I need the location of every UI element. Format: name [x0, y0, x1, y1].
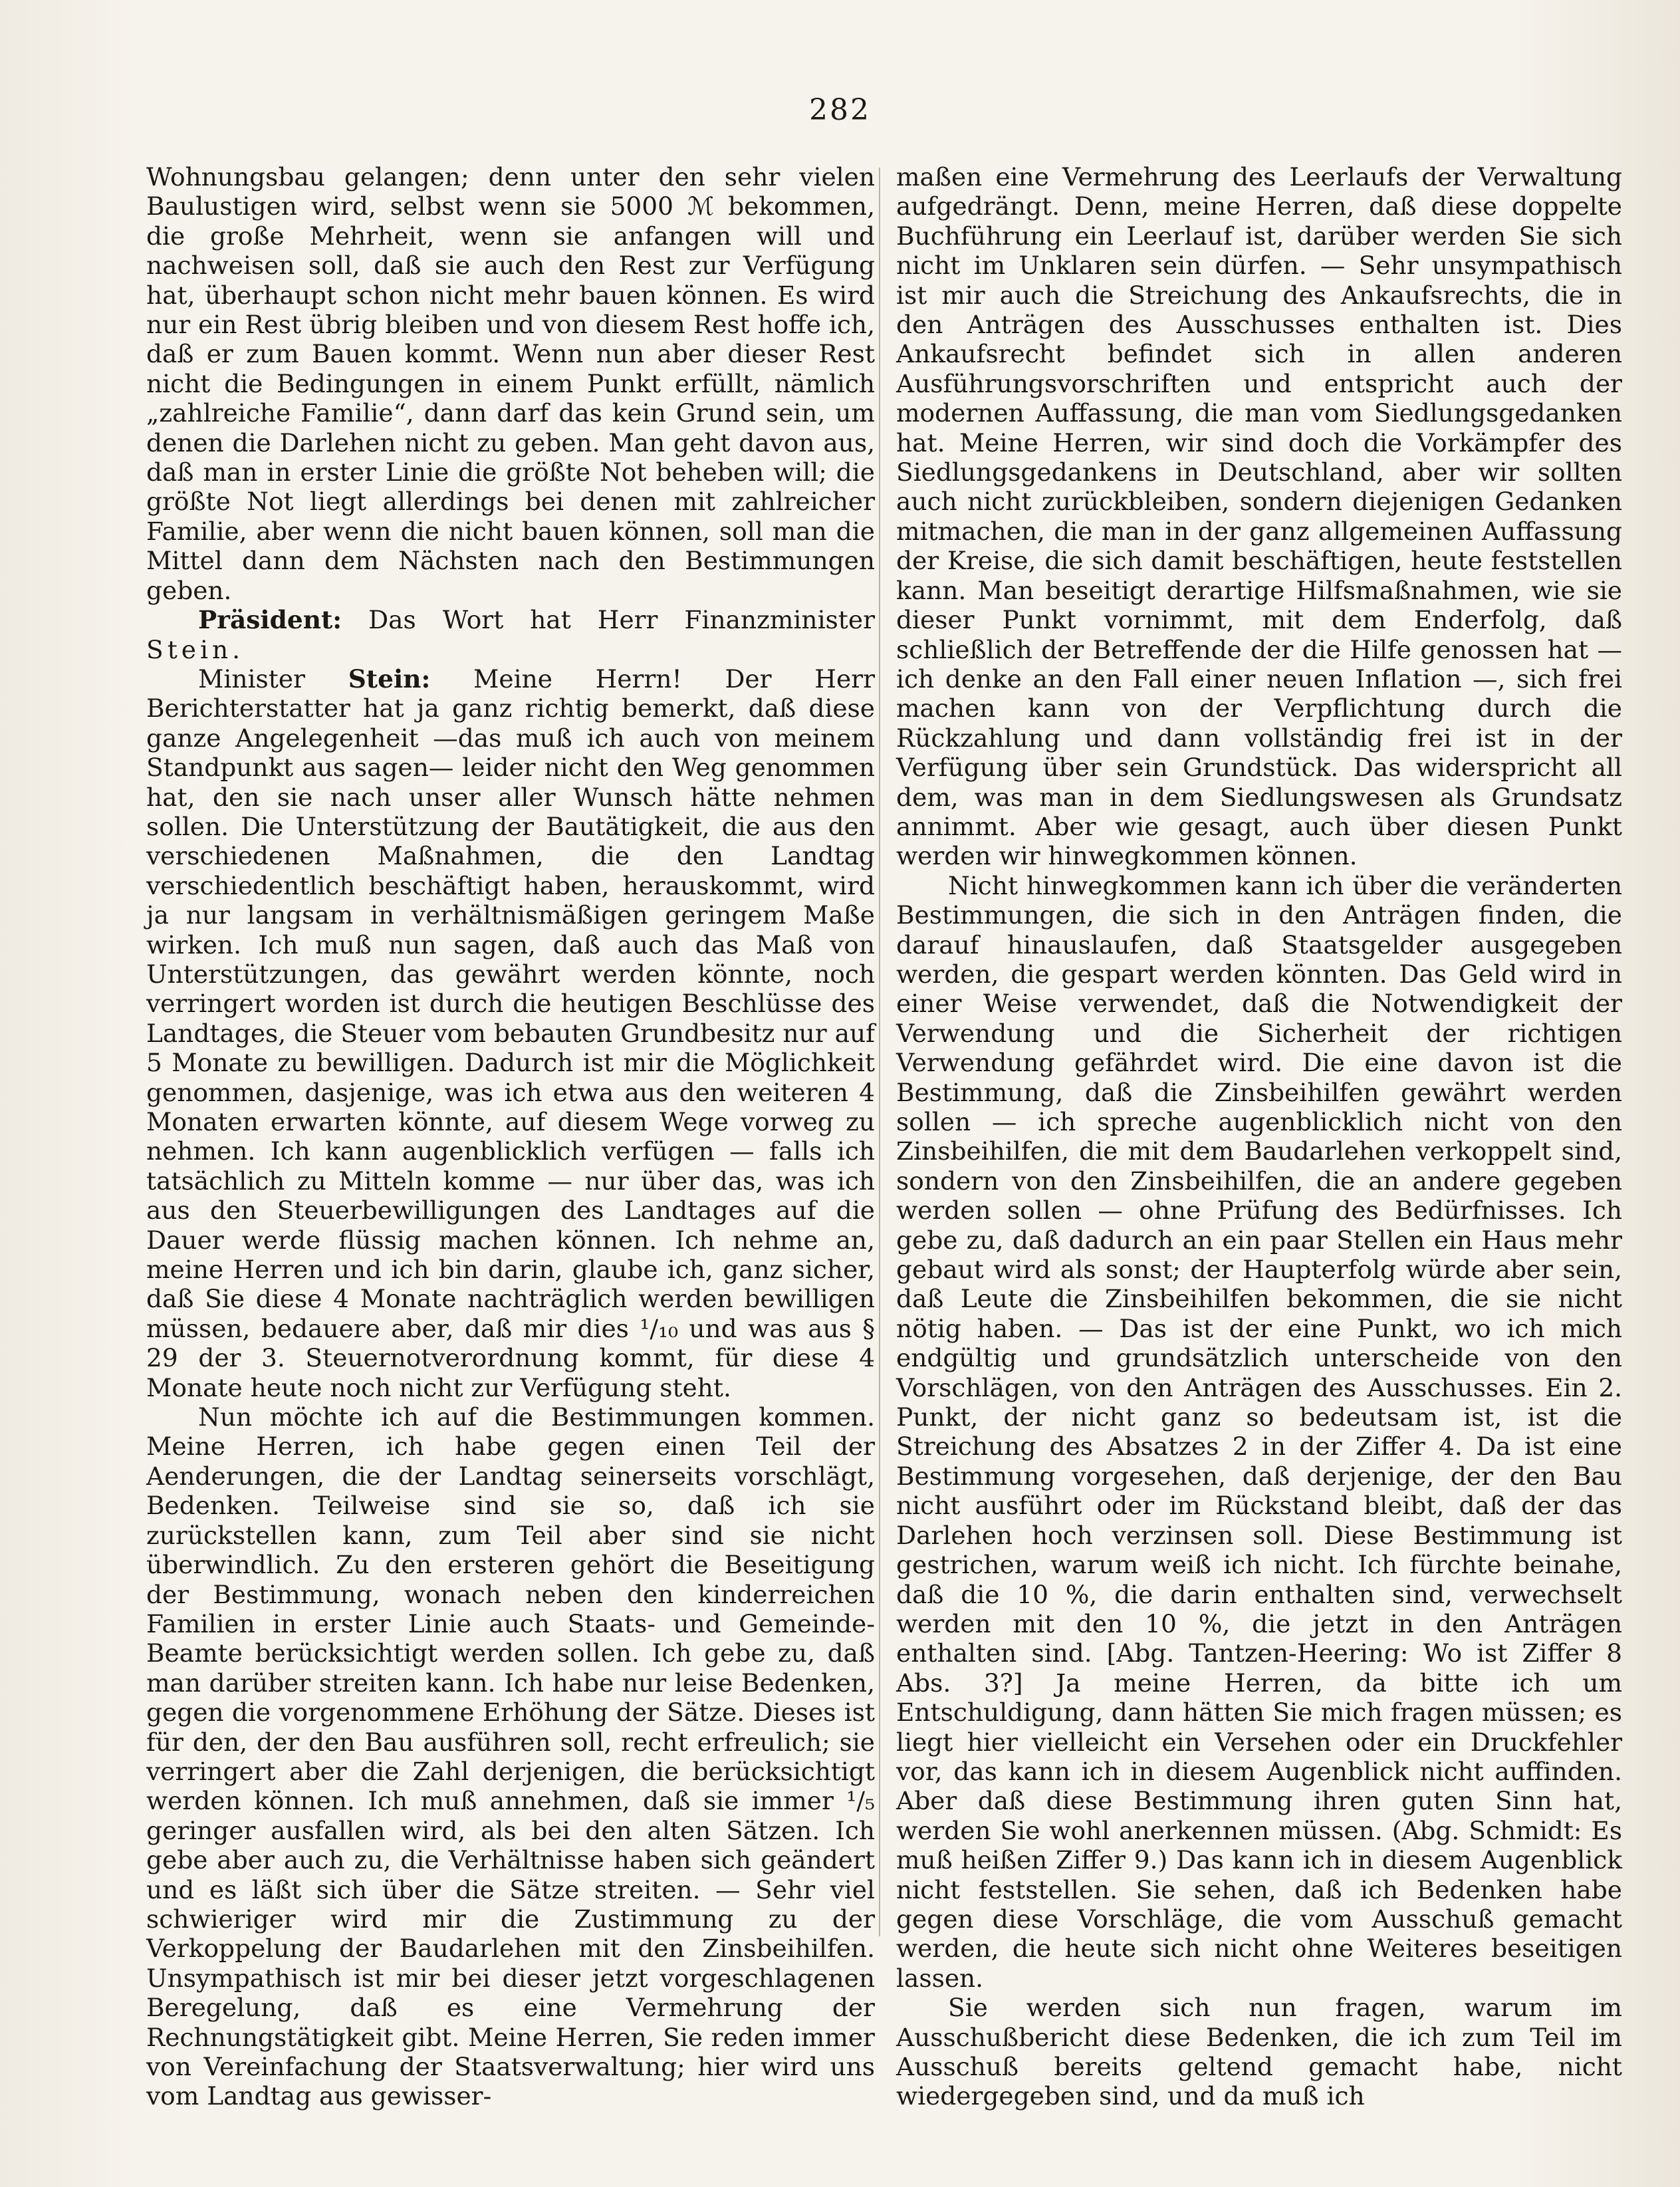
- paragraph: maßen eine Vermehrung des Leerlaufs der Verwaltung aufgedrängt. Denn, meine Herren, daß diese doppelte Buchführung ein Leerlauf ist, darüber werden Sie sich nicht im Unklaren sein dürfen. — Sehr unsympathisch ist mir auch die Streichung des Ankaufsrechts, die in den Anträgen des Ausschusses enthalten ist. Dies Ankaufsrecht befindet sich in allen anderen Ausführungsvorschriften und entspricht auch der modernen Auffassung, die man vom Siedlungsgedanken hat. Meine Herren, wir sind doch die Vorkämpfer des Siedlungsgedankens in Deutschland, aber wir sollten auch nicht zurückbleiben, sondern diejenigen Gedanken mitmachen, die man in der ganz allgemeinen Auffassung der Kreise, die sich damit beschäftigen, heute feststellen kann. Man beseitigt derartige Hilfsmaßnahmen, wie sie dieser Punkt vornimmt, mit dem Enderfolg, daß schließlich der Betreffende der die Hilfe genossen hat — ich denke an den Fall einer neuen Inflation —, sich frei machen kann von der Verpflichtung durch die Rückzahlung und dann vollständig frei ist in der Verfügung über sein Grundstück. Das widerspricht all dem, was man in dem Siedlungswesen als Grundsatz annimmt. Aber wie gesagt, auch über diesen Punkt werden wir hinwegkommen können.: [896, 162, 1622, 871]
- paragraph: Wohnungsbau gelangen; denn unter den sehr vielen Baulustigen wird, selbst wenn sie 5000 ℳ bekommen, die große Mehrheit, wenn sie anfangen will und nachweisen soll, daß sie auch den Rest zur Verfügung hat, überhaupt schon nicht mehr bauen können. Es wird nur ein Rest übrig bleiben und von diesem Rest hoffe ich, daß er zum Bauen kommt. Wenn nun aber dieser Rest nicht die Bedingungen in einem Punkt erfüllt, nämlich „zahlreiche Familie“, dann darf das kein Grund sein, um denen die Darlehen nicht zu geben. Man geht davon aus, daß man in erster Linie die größte Not beheben will; die größte Not liegt allerdings bei denen mit zahlreicher Familie, aber wenn die nicht bauen können, soll man die Mittel dann dem Nächsten nach den Bestimmungen geben.: [146, 162, 875, 605]
- paragraph: Sie werden sich nun fragen, warum im Ausschußbericht diese Bedenken, die ich zum Teil im Ausschuß bereits geltend gemacht habe, nicht wiedergegeben sind, und da muß ich: [896, 1993, 1622, 2111]
- paragraph: Nun möchte ich auf die Bestimmungen kommen. Meine Herren, ich habe gegen einen Teil der Aenderungen, die der Landtag seinerseits vorschlägt, Bedenken. Teilweise sind sie so, daß ich sie zurückstellen kann, zum Teil aber sind sie nicht überwindlich. Zu den ersteren gehört die Beseitigung der Bestimmung, wonach neben den kinderreichen Familien in erster Linie auch Staats- und Gemeinde-Beamte berücksichtigt werden sollen. Ich gebe zu, daß man darüber streiten kann. Ich habe nur leise Bedenken, gegen die vorgenommene Erhöhung der Sätze. Dieses ist für den, der den Bau ausführen soll, recht erfreulich; sie verringert aber die Zahl derjenigen, die berücksichtigt werden können. Ich muß annehmen, daß sie immer ¹/₅ geringer ausfallen wird, als bei den alten Sätzen. Ich gebe aber auch zu, die Verhältnisse haben sich geändert und es läßt sich über die Sätze streiten. — Sehr viel schwieriger wird mir die Zustimmung zu der Verkoppelung der Baudarlehen mit den Zinsbeihilfen. Unsympathisch ist mir bei dieser jetzt vorgeschlagenen Beregelung, daß es eine Vermehrung der Rechnungstätigkeit gibt. Meine Herren, Sie reden immer von Vereinfachung der Staatsverwaltung; hier wird uns vom Landtag aus gewisser-: [146, 1402, 875, 2111]
- speaker-prefix: Minister: [198, 664, 348, 694]
- paragraph-minister: [146, 664, 875, 1402]
- right-column: [896, 162, 1622, 2111]
- paragraph: Nicht hinwegkommen kann ich über die veränderten Bestimmungen, die sich in den Anträgen finden, die darauf hinauslaufen, daß Staatsgelder ausgegeben werden, die gespart werden könnten. Das Geld wird in einer Weise verwendet, daß die Notwendigkeit der Verwendung und die Sicherheit der richtigen Verwendung gefährdet wird. Die eine davon ist die Bestimmung, daß die Zinsbeihilfen gewährt werden sollen — ich spreche augenblicklich nicht von den Zinsbeihilfen, die mit dem Baudarlehen verkoppelt sind, sondern von den Zinsbeihilfen, die an andere gegeben werden sollen — ohne Prüfung des Bedürfnisses. Ich gebe zu, daß dadurch an ein paar Stellen ein Haus mehr gebaut wird als sonst; der Haupterfolg würde aber sein, daß Leute die Zinsbeihilfen bekommen, die sie nicht nötig haben. — Das ist der eine Punkt, wo ich mich endgültig und grundsätzlich unterscheide von den Vorschlägen, von den Anträgen des Ausschusses. Ein 2. Punkt, der nicht ganz so bedeutsam ist, ist die Streichung des Absatzes 2 in der Ziffer 4. Da ist eine Bestimmung vorgesehen, daß derjenige, der den Bau nicht ausführt oder im Rückstand bleibt, daß der das Darlehen hoch verzinsen soll. Diese Bestimmung ist gestrichen, warum weiß ich nicht. Ich fürchte beinahe, daß die 10 %, die darin enthalten sind, verwechselt werden mit den 10 %, die jetzt in den Anträgen enthalten sind. [Abg. Tantzen-Heering: Wo ist Ziffer 8 Abs. 3?] Ja meine Herren, da bitte ich um Entschuldigung, dann hätten Sie mich fragen müssen; es liegt hier vielleicht ein Versehen oder ein Druckfehler vor, das kann ich in diesem Augenblick nicht auffinden. Aber daß diese Bestimmung ihren guten Sinn hat, werden Sie wohl anerkennen müssen. (Abg. Schmidt: Es muß heißen Ziffer 9.) Das kann ich in diesem Augenblick nicht feststellen. Sie sehen, daß ich Bedenken habe gegen diese Vorschläge, die vom Ausschuß gemacht werden, die heute sich nicht ohne Weiteres beseitigen lassen.: [896, 870, 1622, 1993]
- left-column: [146, 162, 875, 2111]
- speech-text: Meine Herrn! Der Herr Berichterstatter hat ja ganz richtig bemerkt, daß diese ganze Angelegenheit —das muß ich auch von meinem Standpunkt aus sagen— leider nicht den Weg genommen hat, den sie nach unser aller Wunsch hätte nehmen sollen. Die Unterstützung der Bautätigkeit, die aus den verschiedenen Maßnahmen, die den Landtag verschiedentlich beschäftigt haben, herauskommt, wird ja nur langsam in verhältnismäßigen geringem Maße wirken. Ich muß nun sagen, daß auch das Maß von Unterstützungen, das gewährt werden könnte, noch verringert worden ist durch die heutigen Beschlüsse des Landtages, die Steuer vom bebauten Grundbesitz nur auf 5 Monate zu bewilligen. Dadurch ist mir die Möglichkeit genommen, dasjenige, was ich etwa aus den weiteren 4 Monaten erwarten könnte, auf diesem Wege vorweg zu nehmen. Ich kann augenblicklich verfügen — falls ich tatsächlich zu Mitteln komme — nur über das, was ich aus den Steuerbewilligungen des Landtages auf die Dauer werde flüssig machen können. Ich nehme an, meine Herren und ich bin darin, glaube ich, ganz sicher, daß Sie diese 4 Monate nachträglich werden bewilligen müssen, bedauere aber, daß mir dies ¹/₁₀ und was aus § 29 der 3. Steuernotverordnung kommt, für diese 4 Monate heute noch nicht zur Verfügung steht.: [146, 664, 875, 1402]
- speaker-label: Präsident:: [198, 605, 342, 635]
- page-number: 282: [809, 93, 871, 127]
- speech-text: Das Wort hat Herr Finanzminister: [342, 605, 875, 635]
- speaker-name: Stein.: [146, 634, 245, 664]
- paragraph-president: [146, 605, 875, 664]
- speaker-label: Stein:: [348, 664, 431, 694]
- column-divider: [879, 168, 880, 1936]
